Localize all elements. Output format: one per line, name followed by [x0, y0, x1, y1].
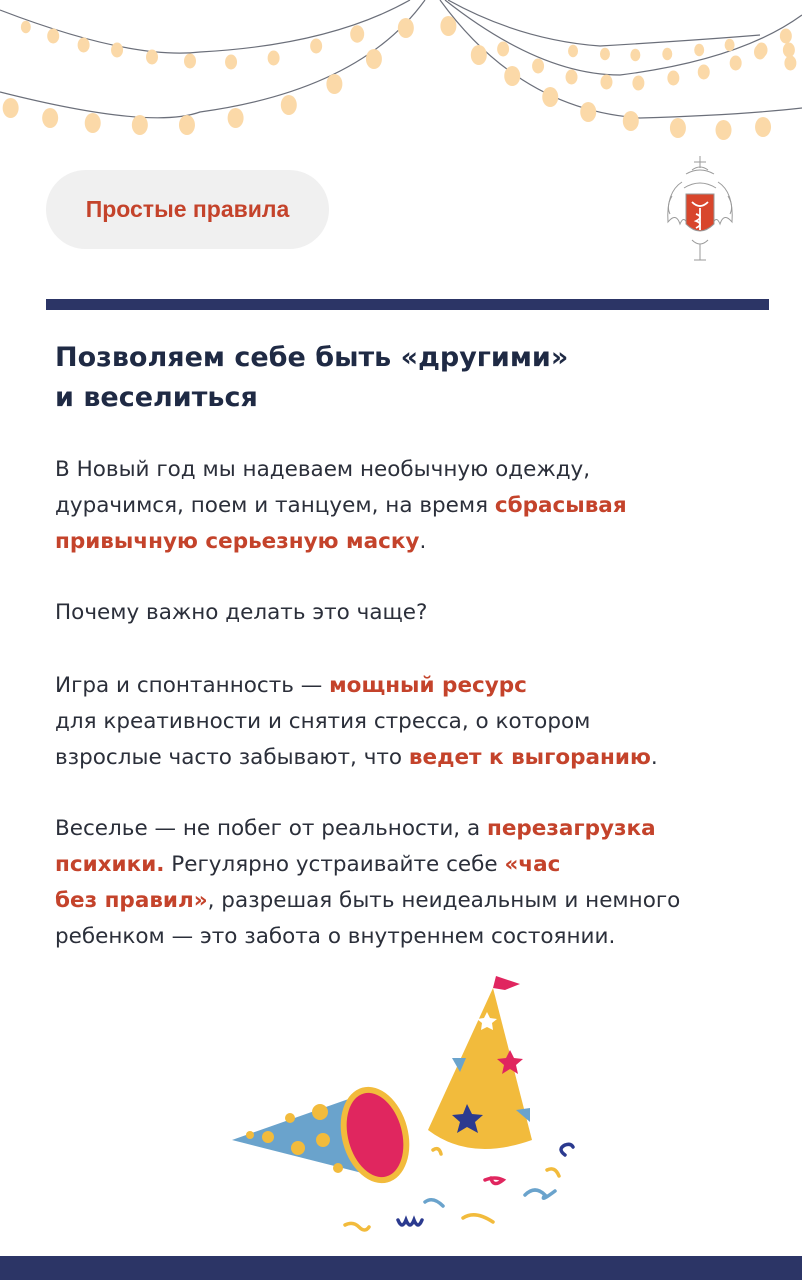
light-bulb [600, 48, 610, 61]
light-bulb [730, 56, 742, 71]
light-bulb [783, 43, 795, 58]
string-lights-decoration [0, 0, 802, 145]
light-bulb [694, 44, 704, 57]
light-bulb [326, 74, 342, 94]
headline-line-1: Позволяем себе быть «другими» [55, 342, 569, 373]
text: ребенком — это забота о внутреннем состоянии. [55, 924, 616, 949]
text: Почему важно делать это чаще? [55, 600, 428, 625]
light-bulb [111, 43, 123, 58]
light-bulb [600, 75, 612, 90]
light-bulb [350, 25, 364, 43]
paragraph-question [55, 595, 427, 631]
text: В Новый год мы надеваем необычную одежду, [55, 457, 591, 482]
light-bulb [132, 115, 148, 135]
light-bulb [281, 95, 297, 115]
light-bulb [78, 38, 90, 53]
highlight: ведет к выгоранию [408, 745, 651, 770]
highlight: мощный ресурс [329, 673, 527, 698]
light-bulb [85, 113, 101, 133]
light-bulb [784, 56, 796, 71]
light-bulb [580, 102, 596, 122]
light-bulb [47, 29, 59, 44]
party-hats-illustration [220, 970, 600, 1255]
light-bulb [504, 66, 520, 86]
text: Игра и спонтанность — [55, 673, 330, 698]
text: взрослые часто забывают, что [55, 745, 409, 770]
text: дурачимся, поем и танцуем, на время [55, 493, 495, 518]
light-bulb [623, 111, 639, 131]
footer-bar [0, 1256, 802, 1280]
light-bulb [630, 49, 640, 62]
headline [55, 338, 568, 418]
paragraph-new-year [55, 452, 627, 560]
light-bulb [225, 55, 237, 70]
light-bulb [632, 76, 644, 91]
text: . [650, 745, 658, 770]
light-bulb [42, 108, 58, 128]
text: . [419, 529, 427, 554]
light-bulb [440, 16, 456, 36]
standing-party-hat [428, 976, 532, 1149]
text: Веселье — не побег от реальности, а [55, 816, 487, 841]
light-bulb [146, 50, 158, 65]
highlight: сбрасывая [494, 493, 627, 518]
light-bulb [310, 39, 322, 54]
light-bulb [184, 54, 196, 69]
highlight: без правил» [55, 888, 208, 913]
badge-label: Простые правила [85, 196, 290, 222]
light-bulb [670, 118, 686, 138]
light-bulb [755, 117, 771, 137]
light-bulb [268, 51, 280, 66]
text: Регулярно устраивайте себе [164, 852, 505, 877]
light-bulb [228, 108, 244, 128]
light-bulb [532, 59, 544, 74]
light-bulb [497, 42, 509, 57]
light-bulb [179, 115, 195, 135]
light-bulb [398, 18, 414, 38]
section-divider [46, 299, 769, 310]
highlight: психики. [55, 852, 165, 877]
light-bulb [716, 120, 732, 140]
light-bulb [662, 48, 672, 61]
light-bulb [566, 70, 578, 85]
headline-line-2: и веселиться [55, 382, 258, 413]
light-bulb [725, 39, 735, 52]
light-bulb [756, 43, 768, 58]
ministry-emblem-logo [662, 152, 738, 264]
light-bulb [542, 87, 558, 107]
simple-rules-badge [46, 170, 329, 249]
text: для креативности и снятия стресса, о котором [55, 709, 591, 734]
paragraph-play [55, 668, 658, 776]
text: , разрешая быть неидеальным и немного [207, 888, 681, 913]
highlight: привычную серьезную маску [55, 529, 420, 554]
highlight: «час [504, 852, 561, 877]
light-bulb [667, 71, 679, 86]
light-bulb [568, 45, 578, 58]
light-bulb [3, 98, 19, 118]
light-bulb [366, 49, 382, 69]
light-bulb [21, 21, 31, 34]
highlight: перезагрузка [486, 816, 656, 841]
light-bulb [471, 45, 487, 65]
fallen-party-hat [232, 1079, 420, 1191]
light-bulb [698, 65, 710, 80]
paragraph-fun [55, 811, 680, 955]
light-bulb [780, 29, 792, 44]
